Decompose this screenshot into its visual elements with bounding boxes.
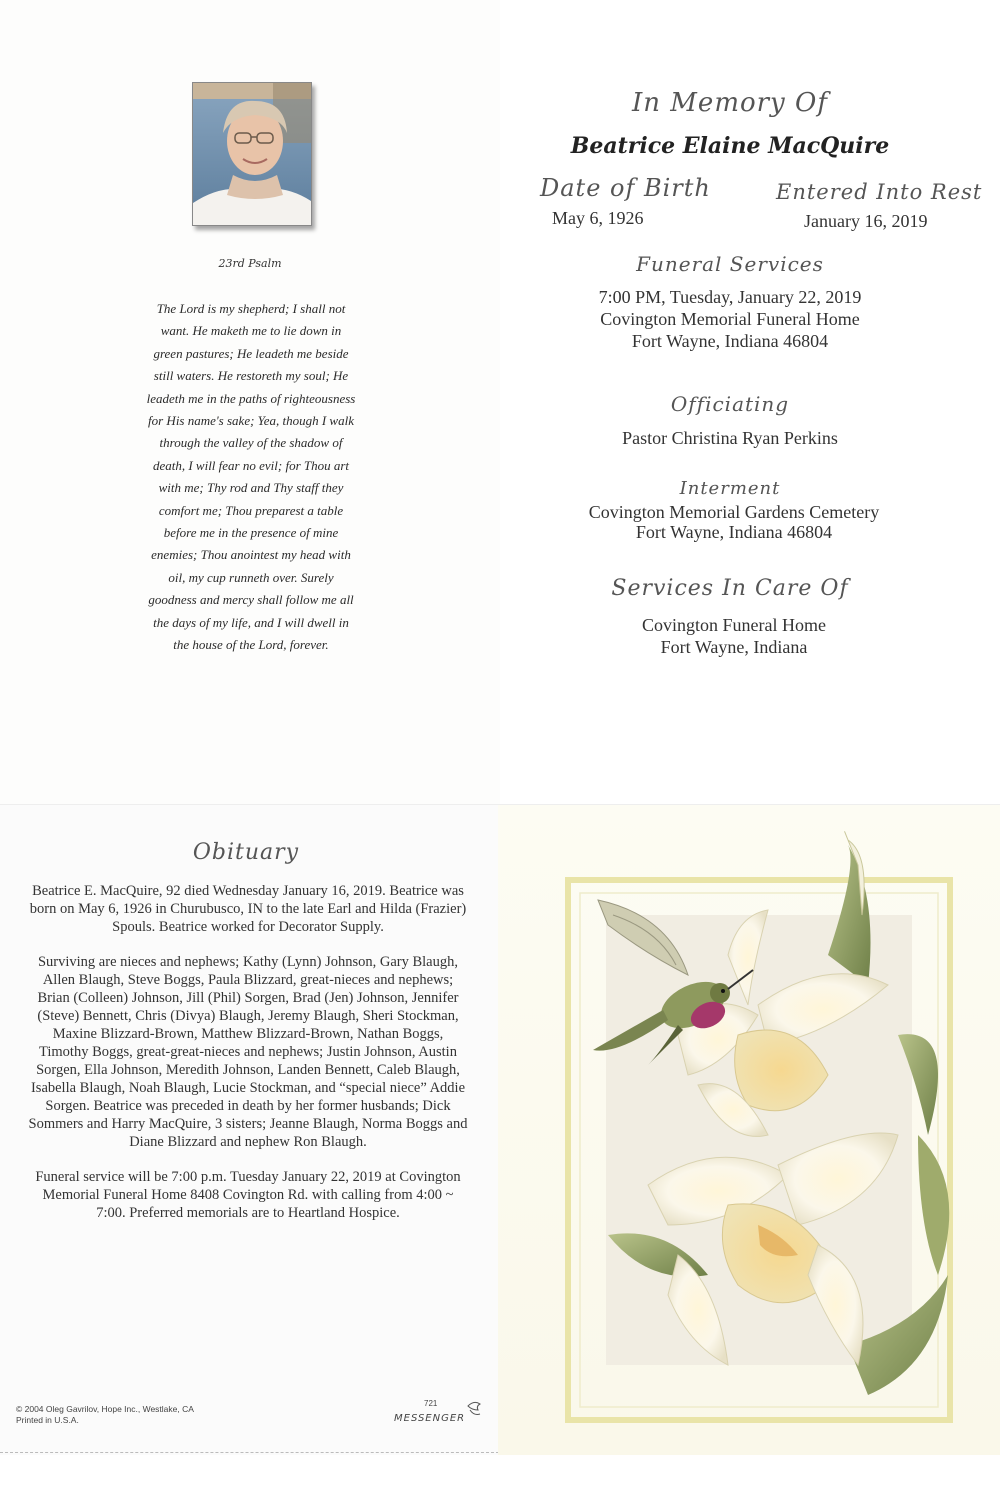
obituary-paragraph-2: Surviving are nieces and nephews; Kathy (Lynn) Johnson, Gary Blaugh, Allen Blaugh, Steve Boggs, Paula Blizzard, great-nieces and nephews; Brian (Colleen) Johnson, Jill (Phil) Sorgen, Brad (Jen) Johnson, Jennifer (Steve) Bennett, Chris (Divya) Blaugh, Jeremy Blaugh, Sheri Stockman, Maxine Blizzard-Brown, Matthew Blizzard-Brown, Nathan Boggs, Timothy Boggs, great-great-nieces and nephews; Justin Johnson, Austin Sorgen, Ella Johnson, Meredith Johnson, Landen Bennett, Caleb Blaugh, Isabella Blaugh, Noah Blaugh, Lucie Stockman, and “special niece” Addie Sorgen. Beatrice was preceded in death by her former husbands; Dick Sommers and Harry MacQuire, 3 sisters; Jeanne Blaugh, Norma Boggs and Diane Blizzard and nephew Ron Blaugh. xyxy=(28,954,468,1150)
obituary-text xyxy=(28,882,468,1239)
services-in-care-of-heading: Services In Care Of xyxy=(611,576,849,601)
printed-in-line: Printed in U.S.A. xyxy=(16,1415,79,1425)
funeral-services-heading: Funeral Services xyxy=(636,252,824,276)
funeral-location: Covington Memorial Funeral Home xyxy=(600,309,860,329)
funeral-city: Fort Wayne, Indiana 46804 xyxy=(631,331,829,351)
interment-heading: Interment xyxy=(679,478,781,499)
product-number: 721 xyxy=(424,1399,438,1408)
portrait-photo xyxy=(192,82,312,226)
entered-into-rest-heading: Entered Into Rest xyxy=(776,180,983,204)
portrait-image xyxy=(193,83,311,225)
funeral-datetime: 7:00 PM, Tuesday, January 22, 2019 xyxy=(598,287,862,307)
in-memory-heading: In Memory Of xyxy=(632,88,828,118)
interment-details xyxy=(520,502,948,542)
deceased-name: Beatrice Elaine MacQuire xyxy=(570,133,890,159)
hummingbird-orchid-artwork xyxy=(498,805,1000,1455)
date-of-birth-heading: Date of Birth xyxy=(540,174,711,202)
psalm-title: 23rd Psalm xyxy=(218,257,282,270)
psalm-text: The Lord is my shepherd; I shall not want. He maketh me to lie down in green pastures; He leadeth me beside still waters. He restoreth my soul; He leadeth me in the paths of righteousness for His name's sake; Yea, though I walk through the valley of the shadow of death, I will fear no evil; for Thou art with me; Thy rod and Thy staff they comfort me; Thou preparest a table before me in the presence of mine enemies; Thou anointest my head with oil, my cup runneth over. Surely goodness and mercy shall follow me all the days of my life, and I will dwell in the house of the Lord, forever. xyxy=(146,301,356,653)
officiant-name: Pastor Christina Ryan Perkins xyxy=(622,428,838,448)
care-funeral-home: Covington Funeral Home xyxy=(642,615,826,635)
obituary-paragraph-1: Beatrice E. MacQuire, 92 died Wednesday January 16, 2019. Beatrice was born on May 6, 1926 in Churubusco, IN to the late Earl and Hilda (Frazier) Spouls. Beatrice worked for Decorator Supply. xyxy=(29,883,467,935)
date-of-birth: May 6, 1926 xyxy=(552,208,644,228)
officiating-heading: Officiating xyxy=(670,392,790,416)
copyright-notice xyxy=(16,1404,256,1426)
care-city: Fort Wayne, Indiana xyxy=(660,637,808,657)
services-in-care-of-details xyxy=(520,614,948,658)
copyright-line: © 2004 Oleg Gavrilov, Hope Inc., Westlake, CA xyxy=(16,1404,194,1414)
obituary-heading: Obituary xyxy=(192,840,300,865)
entered-into-rest-date: January 16, 2019 xyxy=(804,211,928,231)
interment-cemetery: Covington Memorial Gardens Cemetery xyxy=(588,502,880,522)
messenger-logo: MESSENGER xyxy=(394,1413,466,1424)
interment-city: Fort Wayne, Indiana 46804 xyxy=(635,522,833,542)
funeral-services-details xyxy=(520,286,940,352)
obituary-paragraph-3: Funeral service will be 7:00 p.m. Tuesday January 22, 2019 at Covington Memorial Funeral Home 8408 Covington Rd. with calling from 4:00 ~ 7:00. Preferred memorials are to Heartland Hospice. xyxy=(35,1169,461,1221)
